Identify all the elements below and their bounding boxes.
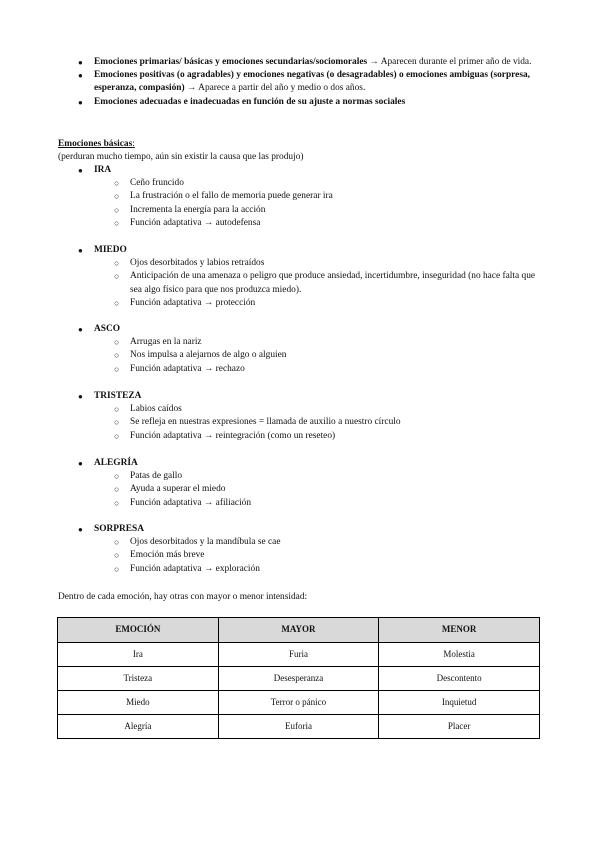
bullet-icon: ● — [78, 71, 83, 81]
emotion-item-text: Anticipación de una amenaza o peligro que produce ansiedad, incertidumbre, inseguridad (no hace falta que sea algo físico para que nos produzca miedo). — [130, 271, 536, 295]
bullet-icon: ● — [78, 459, 83, 468]
table-cell: Descontento — [379, 667, 540, 691]
circle-bullet-icon: ○ — [114, 537, 120, 548]
list-item-text: → Aparece a partir del año y medio o dos años. — [184, 83, 366, 94]
table-header-row — [58, 618, 540, 643]
circle-bullet-icon: ○ — [114, 271, 120, 282]
emotion-item — [78, 349, 548, 362]
emotion-name: SORPRESA — [94, 524, 145, 534]
emotion-heading — [78, 323, 548, 336]
emotion-name: ASCO — [94, 324, 121, 334]
table-cell: Desesperanza — [218, 667, 379, 691]
table-cell: Inquietud — [379, 691, 540, 715]
table-cell: Tristeza — [58, 667, 219, 691]
table-cell: Furia — [218, 643, 379, 667]
table-cell: Alegría — [58, 715, 219, 739]
emotion-block-asco — [78, 323, 548, 376]
emotion-heading — [78, 244, 548, 257]
emotion-item-text: Labios caídos — [130, 404, 182, 415]
emotion-item-text: Nos impulsa a alejarnos de algo o alguien — [130, 350, 287, 361]
emotion-heading — [78, 523, 548, 536]
emotion-item-text: Función adaptativa → exploración — [130, 563, 260, 574]
section-title-colon: : — [132, 139, 135, 149]
emotion-item-text: Función adaptativa → rechazo — [130, 363, 245, 374]
emotion-item — [78, 536, 548, 549]
table-row — [58, 643, 540, 667]
list-item-bold: Emociones primarias/ básicas y emociones secundarias/sociomorales — [94, 57, 368, 67]
emotion-item-text: Ayuda a superar el miedo — [130, 484, 226, 495]
circle-bullet-icon: ○ — [114, 191, 120, 202]
table-cell: Placer — [379, 715, 540, 739]
list-item-text: → Aparecen durante el primer año de vida. — [367, 57, 532, 67]
bullet-icon: ● — [78, 97, 83, 107]
column-header: MENOR — [379, 618, 540, 643]
circle-bullet-icon: ○ — [114, 430, 120, 441]
circle-bullet-icon: ○ — [114, 350, 120, 361]
emotion-item — [78, 217, 548, 230]
table-row — [58, 691, 540, 715]
emotion-item — [78, 336, 548, 349]
bullet-icon: ● — [78, 246, 83, 255]
table-cell: Euforia — [218, 715, 379, 739]
emotion-item — [78, 403, 548, 416]
emotion-heading — [78, 390, 548, 403]
emotion-item — [78, 190, 548, 203]
bullet-icon: ● — [78, 166, 83, 175]
emotion-item — [78, 470, 548, 483]
emotion-heading — [78, 457, 548, 470]
emotion-item-text: Se refleja en nuestras expresiones = llamada de auxilio a nuestro círculo — [130, 417, 401, 428]
circle-bullet-icon: ○ — [114, 204, 120, 215]
emotion-item-text: Ojos desorbitados y labios retraídos — [130, 258, 265, 269]
bullet-icon: ● — [78, 58, 83, 67]
emotion-block-sorpresa — [78, 523, 548, 576]
emotion-block-miedo — [78, 244, 548, 310]
emotion-heading — [78, 164, 548, 177]
circle-bullet-icon: ○ — [114, 417, 120, 428]
emotion-name: IRA — [94, 165, 112, 175]
list-item — [78, 56, 548, 69]
circle-bullet-icon: ○ — [114, 497, 120, 508]
table-row — [58, 715, 540, 739]
table-row — [58, 667, 540, 691]
section-title — [58, 138, 135, 151]
emotion-item-text: Función adaptativa → autodefensa — [130, 217, 261, 228]
column-header: EMOCIÓN — [58, 618, 219, 643]
bullet-icon: ● — [78, 325, 83, 334]
emotion-item — [78, 549, 548, 562]
emotion-item — [78, 430, 548, 443]
emotion-item — [78, 363, 548, 376]
section-note: (perduran mucho tiempo, aún sin existir la causa que las produjo) — [58, 152, 304, 162]
column-header: MAYOR — [218, 618, 379, 643]
circle-bullet-icon: ○ — [114, 404, 120, 415]
emotion-name: TRISTEZA — [94, 391, 142, 401]
emotion-item — [78, 416, 548, 429]
emotion-name: ALEGRÍA — [94, 458, 138, 468]
circle-bullet-icon: ○ — [114, 178, 120, 189]
emotion-item — [78, 177, 548, 190]
emotion-item-text: Incrementa la energía para la acción — [130, 204, 266, 215]
circle-bullet-icon: ○ — [114, 217, 120, 228]
circle-bullet-icon: ○ — [114, 337, 120, 348]
emotion-item — [78, 563, 548, 576]
emotion-item-text: La frustración o el fallo de memoria puede generar ira — [130, 191, 333, 202]
circle-bullet-icon: ○ — [114, 363, 120, 374]
emotion-block-alegria — [78, 457, 548, 510]
emotion-item — [78, 270, 548, 296]
circle-bullet-icon: ○ — [114, 471, 120, 482]
emotion-item — [78, 497, 548, 510]
emotion-item — [78, 297, 548, 310]
emotion-item-text: Función adaptativa → protección — [130, 297, 256, 308]
emotion-item-text: Ojos desorbitados y la mandíbula se cae — [130, 537, 281, 548]
list-item-bold: Emociones adecuadas e inadecuadas en función de su ajuste a normas sociales — [94, 96, 406, 107]
table-cell: Terror o pánico — [218, 691, 379, 715]
circle-bullet-icon: ○ — [114, 563, 120, 574]
emotion-item-text: Ceño fruncido — [130, 178, 184, 189]
classification-list — [78, 56, 548, 109]
intensity-table — [57, 617, 540, 739]
bullet-icon: ● — [78, 525, 83, 534]
circle-bullet-icon: ○ — [114, 484, 120, 495]
table-cell: Miedo — [58, 691, 219, 715]
list-item-bold: Emociones positivas (o agradables) y emociones negativas (o desagradables) o emociones ambiguas (sorpresa, esperanza, compasión) — [94, 70, 531, 94]
emotion-item-text: Función adaptativa → reintegración (como un reseteo) — [130, 430, 336, 441]
emotion-item-text: Arrugas en la nariz — [130, 337, 202, 348]
emotion-item — [78, 257, 548, 270]
list-item — [78, 96, 548, 109]
emotion-item — [78, 483, 548, 496]
circle-bullet-icon: ○ — [114, 297, 120, 308]
circle-bullet-icon: ○ — [114, 550, 120, 561]
emotion-item-text: Función adaptativa → afiliación — [130, 497, 252, 508]
emotion-block-ira — [78, 164, 548, 230]
emotion-name: MIEDO — [94, 245, 127, 255]
list-item — [78, 69, 548, 95]
emotion-item-text: Patas de gallo — [130, 471, 183, 482]
table-intro: Dentro de cada emoción, hay otras con mayor o menor intensidad: — [58, 592, 308, 602]
bullet-icon: ● — [78, 392, 83, 401]
emotion-item-text: Emoción más breve — [130, 550, 205, 561]
section-title-text: Emociones básicas — [58, 139, 133, 149]
circle-bullet-icon: ○ — [114, 258, 120, 269]
emotion-item — [78, 204, 548, 217]
emotion-block-tristeza — [78, 390, 548, 443]
table-cell: Ira — [58, 643, 219, 667]
table-cell: Molestia — [379, 643, 540, 667]
